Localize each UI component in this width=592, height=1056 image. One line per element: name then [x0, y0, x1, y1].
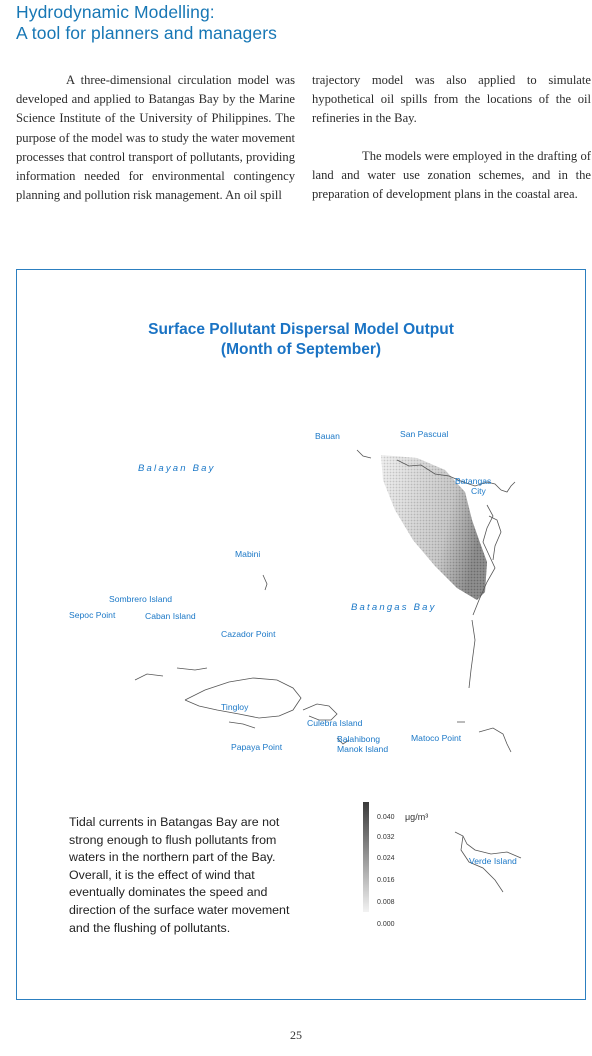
- label-culebra-island: Culebra Island: [307, 718, 363, 728]
- caption-line: Overall, it is the effect of wind that: [69, 867, 255, 882]
- right-paragraph-1: trajectory model was also applied to simulate hypothetical oil spills from the locations of the oil refineries in the Bay.: [312, 73, 591, 126]
- label-papaya-point: Papaya Point: [231, 742, 283, 752]
- heading-line-1: Hydrodynamic Modelling:: [16, 2, 215, 22]
- dispersal-model-figure: [16, 269, 586, 1000]
- label-caban-island: Caban Island: [145, 611, 196, 621]
- heading-line-2: A tool for planners and managers: [16, 23, 277, 43]
- figure-title-line-2: (Month of September): [220, 341, 382, 358]
- label-batangas-city-2: City: [471, 486, 486, 496]
- label-balahibong-2: Manok Island: [337, 744, 389, 754]
- legend-tick-0016: 0.016: [377, 877, 395, 884]
- label-san-pascual: San Pascual: [400, 429, 449, 439]
- legend-tick-0024: 0.024: [377, 855, 395, 862]
- concentration-legend: [363, 802, 428, 928]
- legend-tick-0000: 0.000: [377, 921, 395, 928]
- caption-line: strong enough to flush pollutants from: [69, 832, 277, 847]
- legend-tick-0008: 0.008: [377, 899, 395, 906]
- figure-title-line-1: Surface Pollutant Dispersal Model Output: [148, 321, 454, 338]
- label-tingloy: Tingloy: [221, 702, 249, 712]
- label-batangas-city-1: Batangas: [455, 476, 492, 486]
- right-paragraph-2: The models were employed in the drafting of land and water use zonation schemes, and in the preparation of development plans in the coastal area.: [312, 148, 591, 202]
- page-number: 25: [290, 1028, 302, 1042]
- right-text-column: [312, 71, 591, 204]
- label-verde-island: Verde Island: [469, 856, 517, 866]
- caption-line: direction of the surface water movement: [69, 902, 290, 917]
- label-batangas-bay: Batangas Bay: [351, 602, 437, 613]
- label-balayan-bay: Balayan Bay: [138, 463, 216, 474]
- legend-unit: μg/m³: [405, 812, 429, 822]
- figure-caption: [69, 814, 331, 937]
- label-cazador-point: Cazador Point: [221, 629, 276, 639]
- legend-tick-0040: 0.040: [377, 814, 395, 821]
- caption-line: eventually dominates the speed and: [69, 885, 268, 900]
- legend-tick-0032: 0.032: [377, 834, 395, 841]
- left-text-column: A three-dimensional circulation model was developed and applied to Batangas Bay by the Marine Science Institute of the University of Philippines. The purpose of the model was to study the water movement processes that control transport of pollutants, providing information needed for environmental contingency planning and pollution risk management. An oil spill: [16, 73, 295, 203]
- legend-color-bar: [363, 802, 369, 912]
- label-sepoc-point: Sepoc Point: [69, 610, 116, 620]
- label-mabini: Mabini: [235, 549, 261, 559]
- label-bauan: Bauan: [315, 431, 340, 441]
- caption-line: and the flushing of pollutants.: [69, 920, 231, 935]
- label-balahibong-1: Balahibong: [337, 734, 381, 744]
- caption-line: waters in the northern part of the Bay.: [69, 850, 276, 865]
- label-matoco-point: Matoco Point: [411, 733, 462, 743]
- caption-line: Tidal currents in Batangas Bay are not: [69, 815, 280, 829]
- page-heading: [16, 2, 336, 44]
- label-sombrero-island: Sombrero Island: [109, 594, 173, 604]
